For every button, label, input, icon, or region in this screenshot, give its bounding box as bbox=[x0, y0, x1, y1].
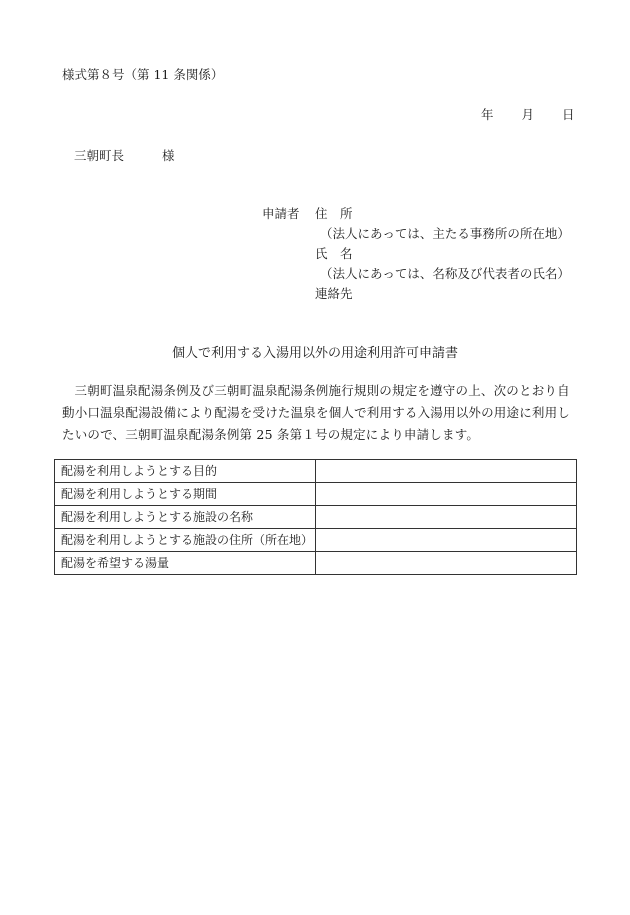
applicant-contact-label: 連絡先 bbox=[315, 286, 353, 301]
row-value-field[interactable] bbox=[316, 552, 577, 575]
row-value-field[interactable] bbox=[316, 460, 577, 483]
form-number: 様式第８号（第 11 条関係） bbox=[62, 67, 224, 82]
date-year-label: 年 bbox=[481, 107, 494, 122]
date-day-label: 日 bbox=[562, 107, 575, 122]
table-row bbox=[55, 506, 577, 529]
table-row bbox=[55, 483, 577, 506]
row-value-field[interactable] bbox=[316, 529, 577, 552]
row-value-field[interactable] bbox=[316, 506, 577, 529]
applicant-address-note: （法人にあっては、主たる事務所の所在地） bbox=[320, 226, 570, 241]
addressee-name: 三朝町長 bbox=[74, 148, 125, 163]
date-line bbox=[481, 109, 575, 122]
document-title: 個人で利用する入湯用以外の用途利用許可申請書 bbox=[171, 346, 458, 361]
applicant-name-note: （法人にあっては、名称及び代表者の氏名） bbox=[320, 266, 570, 281]
applicant-label: 申請者 bbox=[262, 206, 300, 221]
applicant-address-label: 住 所 bbox=[315, 206, 353, 221]
row-label: 配湯を利用しようとする期間 bbox=[55, 483, 316, 506]
body-paragraph: 三朝町温泉配湯条例及び三朝町温泉配湯条例施行規則の規定を遵守の上、次のとおり自動小口温泉配湯設備により配湯を受けた温泉を個人で利用する入湯用以外の用途に利用したいので、三朝町温泉配湯条例第 25 条第１号の規定により申請します。 bbox=[62, 383, 571, 442]
row-label: 配湯を利用しようとする施設の名称 bbox=[55, 506, 316, 529]
row-label: 配湯を希望する湯量 bbox=[55, 552, 316, 575]
addressee bbox=[74, 150, 175, 163]
date-month-label: 月 bbox=[521, 107, 535, 122]
addressee-honorific: 様 bbox=[162, 148, 175, 163]
table-row bbox=[55, 460, 577, 483]
row-value-field[interactable] bbox=[316, 483, 577, 506]
applicant-name-label: 氏 名 bbox=[315, 246, 353, 261]
row-label: 配湯を利用しようとする目的 bbox=[55, 460, 316, 483]
row-label: 配湯を利用しようとする施設の住所（所在地） bbox=[55, 529, 316, 552]
table-row bbox=[55, 552, 577, 575]
application-table bbox=[54, 459, 577, 575]
table-row bbox=[55, 529, 577, 552]
